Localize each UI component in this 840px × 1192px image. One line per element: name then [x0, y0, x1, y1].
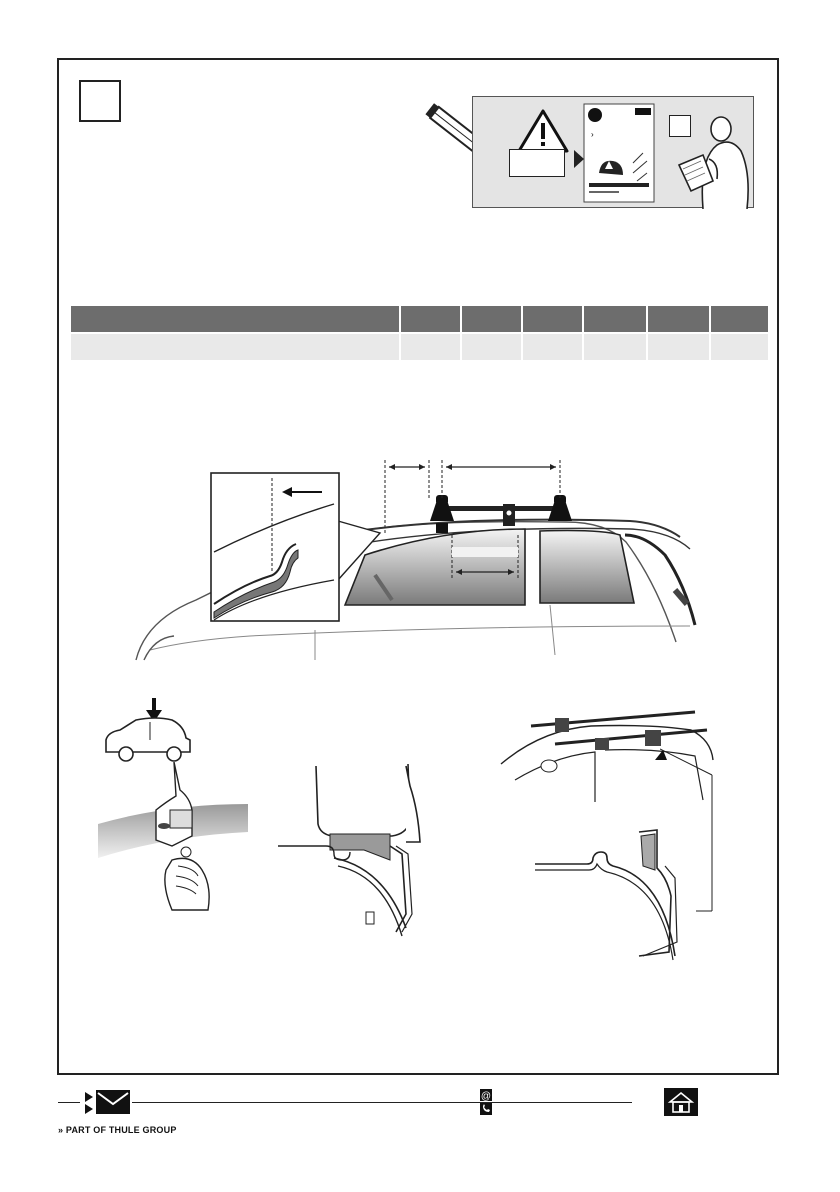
foot-profile-cross-section	[278, 762, 438, 937]
table-header-cell	[462, 306, 521, 332]
info-panel	[472, 96, 754, 208]
envelope-icon[interactable]	[96, 1090, 130, 1114]
table-row	[71, 334, 768, 360]
table-cell	[648, 334, 709, 360]
table-header-cell	[711, 306, 768, 332]
table-cell	[523, 334, 582, 360]
table-header-cell	[523, 306, 582, 332]
spec-table	[69, 304, 770, 362]
footer-rule-main	[132, 1102, 632, 1103]
table-cell	[401, 334, 460, 360]
table-header-row	[71, 306, 768, 332]
note-box	[509, 149, 565, 177]
table-cell	[711, 334, 768, 360]
svg-text:@: @	[480, 1091, 492, 1101]
table-header-cell	[648, 306, 709, 332]
footer-arrows-icon	[84, 1091, 94, 1115]
at-sign-icon[interactable]	[480, 1089, 492, 1101]
car-side-icon	[100, 696, 196, 766]
inset-detail-roof-edge	[210, 472, 340, 622]
brand-tagline: » PART OF THULE GROUP	[58, 1125, 177, 1135]
table-header-cell	[71, 306, 399, 332]
table-cell	[71, 334, 399, 360]
person-reading-icon	[663, 107, 755, 209]
table-header-cell	[401, 306, 460, 332]
instruction-sheet	[583, 103, 655, 203]
phone-icon[interactable]	[480, 1103, 492, 1115]
table-cell	[584, 334, 645, 360]
svg-text:›: ›	[591, 130, 594, 139]
step-number-box	[79, 80, 121, 122]
callout-bracket	[660, 745, 720, 915]
hand-bracket-illustration	[98, 762, 248, 917]
home-icon[interactable]	[664, 1088, 698, 1116]
table-header-cell	[584, 306, 645, 332]
footer-rule-left	[58, 1102, 80, 1103]
table-cell	[462, 334, 521, 360]
warning-triangle-icon	[515, 107, 571, 155]
